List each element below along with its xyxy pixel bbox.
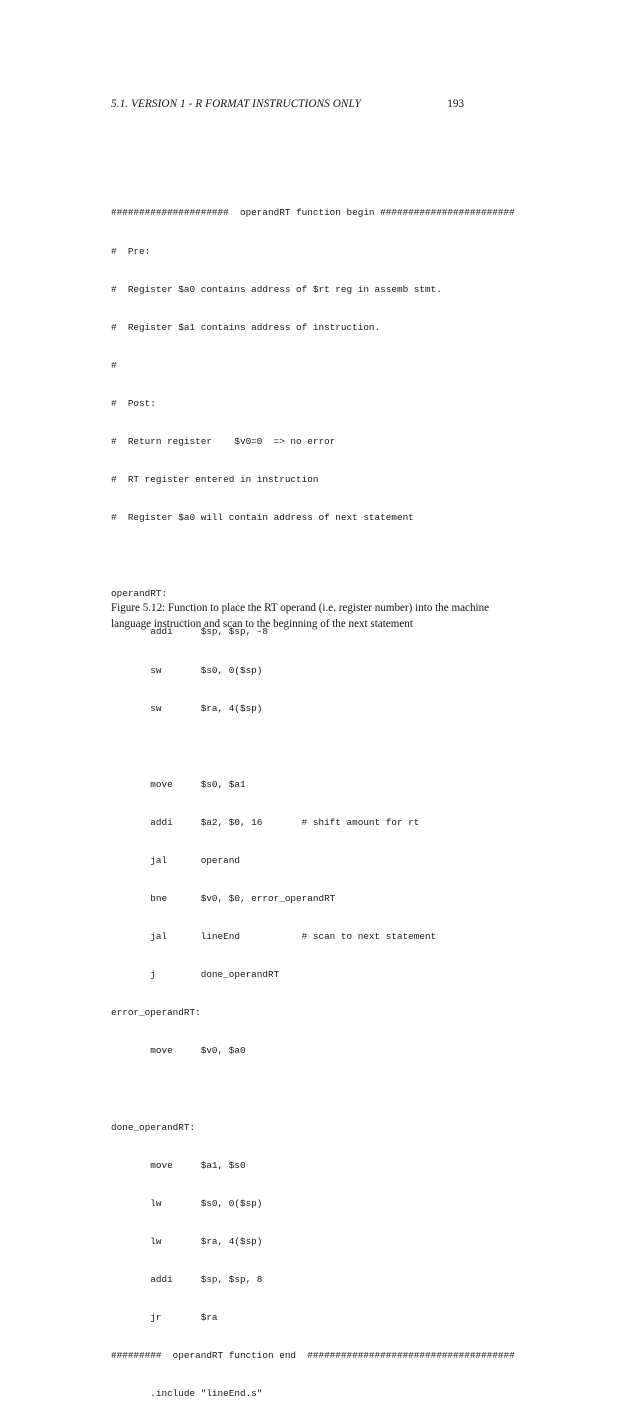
code-line: sw $s0, 0($sp) — [111, 664, 263, 676]
code-line: addi $sp, $sp, -8 — [111, 626, 269, 638]
code-line — [111, 1084, 531, 1097]
running-header — [111, 96, 464, 112]
code-line: # Register $a0 contains address of $rt reg in assemb stmt. — [111, 283, 442, 295]
code-line: lw $ra, 4($sp) — [111, 1235, 263, 1247]
code-line: sw $ra, 4($sp) — [111, 702, 263, 714]
code-line: bne $v0, $0, error_operandRT — [111, 893, 336, 905]
code-line: ##################### operandRT function begin ######################## — [111, 207, 515, 219]
code-line: done_operandRT: — [111, 1121, 196, 1133]
code-line: j done_operandRT — [111, 969, 280, 981]
code-line — [111, 550, 531, 563]
code-line: # — [111, 359, 117, 371]
code-line: move $a1, $s0 — [111, 1159, 246, 1171]
code-line: error_operandRT: — [111, 1007, 201, 1019]
code-line: .include "lineEnd.s" — [111, 1388, 263, 1400]
code-line: operandRT: — [111, 588, 168, 600]
section-title: 5.1. VERSION 1 - R FORMAT INSTRUCTIONS ONLY — [111, 98, 361, 110]
code-listing — [111, 182, 531, 1426]
code-line: jal lineEnd # scan to next statement — [111, 931, 437, 943]
code-line: # Register $a0 will contain address of next statement — [111, 512, 414, 524]
code-line: # RT register entered in instruction — [111, 474, 319, 486]
code-line: # Return register $v0=0 => no error — [111, 435, 336, 447]
code-line: addi $sp, $sp, 8 — [111, 1274, 263, 1286]
code-line: # Post: — [111, 397, 156, 409]
code-line: move $v0, $a0 — [111, 1045, 246, 1057]
code-line: move $s0, $a1 — [111, 778, 246, 790]
code-line: jal operand — [111, 855, 240, 866]
code-line — [111, 741, 531, 754]
figure-caption: Figure 5.12: Function to place the RT operand (i.e. register number) into the machine language instruction and scan to the beginning of the next statement — [111, 602, 490, 630]
code-line: ######### operandRT function end ##################################### — [111, 1350, 515, 1362]
code-line: lw $s0, 0($sp) — [111, 1197, 263, 1209]
code-line: # Register $a1 contains address of instruction. — [111, 321, 381, 333]
code-line: # Pre: — [111, 245, 151, 257]
code-line: jr $ra — [111, 1312, 218, 1324]
page-number: 193 — [447, 98, 464, 110]
code-line: addi $a2, $0, 16 # shift amount for rt — [111, 816, 420, 828]
